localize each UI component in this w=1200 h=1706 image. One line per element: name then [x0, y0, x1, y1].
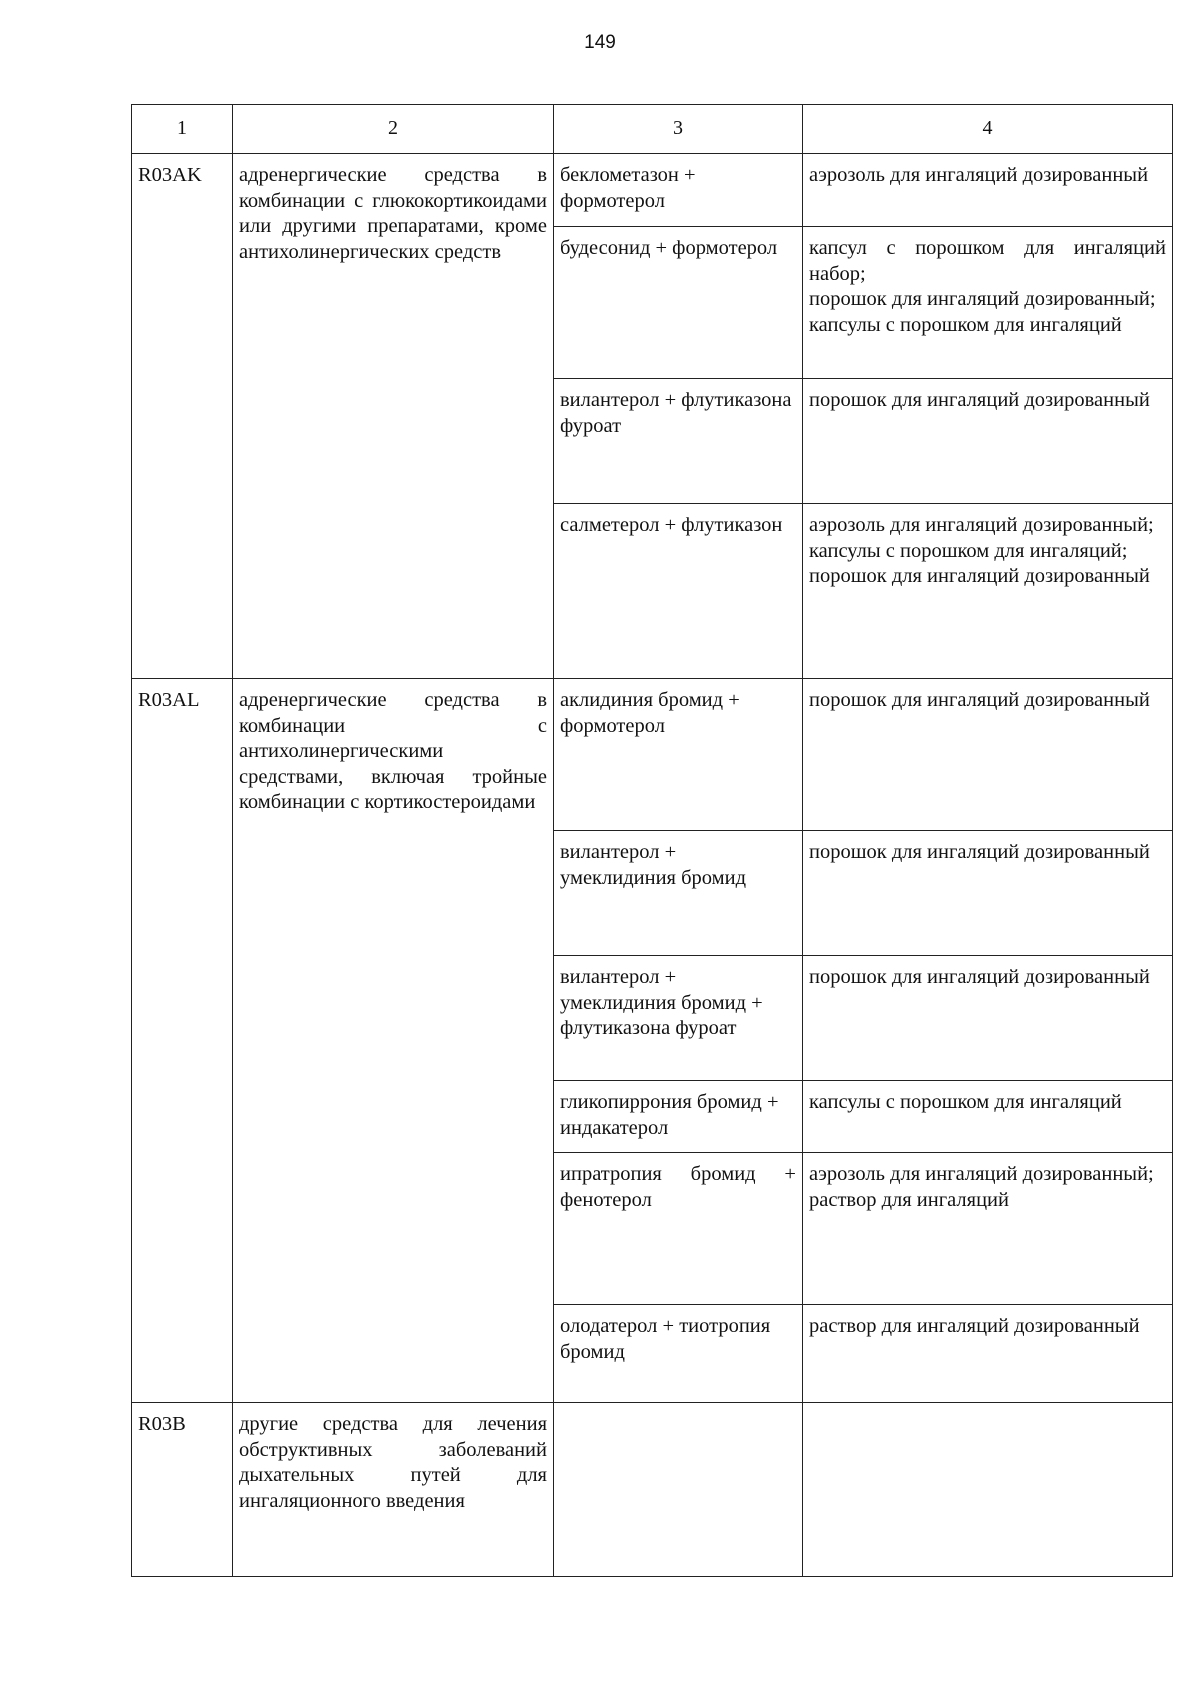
substance-cell	[554, 1403, 803, 1577]
table-header-row	[132, 105, 1173, 154]
dosage-form-cell	[803, 1081, 1173, 1153]
dosage-form-line: порошок для ингаляций дозированный	[809, 565, 1150, 587]
dosage-form-line: порошок для ингаляций дозированный	[809, 966, 1150, 988]
dosage-form-line: раствор для ингаляций дозированный	[809, 1315, 1140, 1337]
dosage-form-cell	[803, 956, 1173, 1081]
dosage-form-line: порошок для ингаляций дозированный;	[809, 288, 1156, 310]
dosage-form-line: раствор для ингаляций	[809, 1188, 1009, 1211]
substance-cell: вилантерол + умеклидиния бромид	[554, 831, 803, 956]
substance-cell: вилантерол + флутиказона фуроат	[554, 379, 803, 504]
dosage-form-cell	[803, 154, 1173, 227]
dosage-form-line: капсулы с порошком для ингаляций;	[809, 539, 1128, 562]
dosage-form-line: аэрозоль для ингаляций дозированный;	[809, 1163, 1154, 1185]
header-col-3: 3	[554, 105, 803, 154]
dosage-form-cell	[803, 1153, 1173, 1305]
dosage-form-line: капсулы с порошком для ингаляций	[809, 313, 1122, 336]
dosage-form-line: аэрозоль для ингаляций дозированный	[809, 164, 1149, 186]
dosage-form-cell	[803, 227, 1173, 379]
header-col-4: 4	[803, 105, 1173, 154]
atc-code: R03AL	[132, 679, 233, 1403]
header-col-1: 1	[132, 105, 233, 154]
dosage-form-line: порошок для ингаляций дозированный	[809, 389, 1150, 411]
group-description: адренергические средства в комбинации с глюкокортикоидами или другими препаратами, кроме антихолинергических средств	[233, 154, 554, 679]
dosage-form-cell	[803, 1305, 1173, 1403]
page-number: 149	[584, 32, 616, 53]
substance-cell: ипратропия бромид + фенотерол	[554, 1153, 803, 1305]
header-col-2: 2	[233, 105, 554, 154]
substance-cell: гликопиррония бромид + индакатерол	[554, 1081, 803, 1153]
drug-classification-table	[131, 104, 1173, 1577]
table-row	[132, 1403, 1173, 1577]
substance-cell: олодатерол + тиотропия бромид	[554, 1305, 803, 1403]
dosage-form-cell	[803, 831, 1173, 956]
group-description: другие средства для лечения обструктивных заболеваний дыхательных путей для ингаляционного введения	[233, 1403, 554, 1577]
substance-cell: беклометазон + формотерол	[554, 154, 803, 227]
dosage-form-cell	[803, 1403, 1173, 1577]
group-description: адренергические средства в комбинации с антихолинергическими средствами, включая тройные комбинации с кортикостероидами	[233, 679, 554, 1403]
dosage-form-cell	[803, 504, 1173, 679]
substance-cell: вилантерол + умеклидиния бромид + флутиказона фуроат	[554, 956, 803, 1081]
substance-cell: салметерол + флутиказон	[554, 504, 803, 679]
dosage-form-line: капсул с порошком для ингаляций набор;	[809, 237, 1166, 285]
table-row	[132, 679, 1173, 831]
dosage-form-line: аэрозоль для ингаляций дозированный;	[809, 514, 1154, 536]
dosage-form-line: порошок для ингаляций дозированный	[809, 841, 1150, 863]
dosage-form-cell	[803, 379, 1173, 504]
table-row	[132, 154, 1173, 227]
dosage-form-line: порошок для ингаляций дозированный	[809, 689, 1150, 711]
atc-code: R03B	[132, 1403, 233, 1577]
substance-cell: аклидиния бромид + формотерол	[554, 679, 803, 831]
dosage-form-line: капсулы с порошком для ингаляций	[809, 1091, 1122, 1113]
dosage-form-cell	[803, 679, 1173, 831]
atc-code: R03AK	[132, 154, 233, 679]
substance-cell: будесонид + формотерол	[554, 227, 803, 379]
